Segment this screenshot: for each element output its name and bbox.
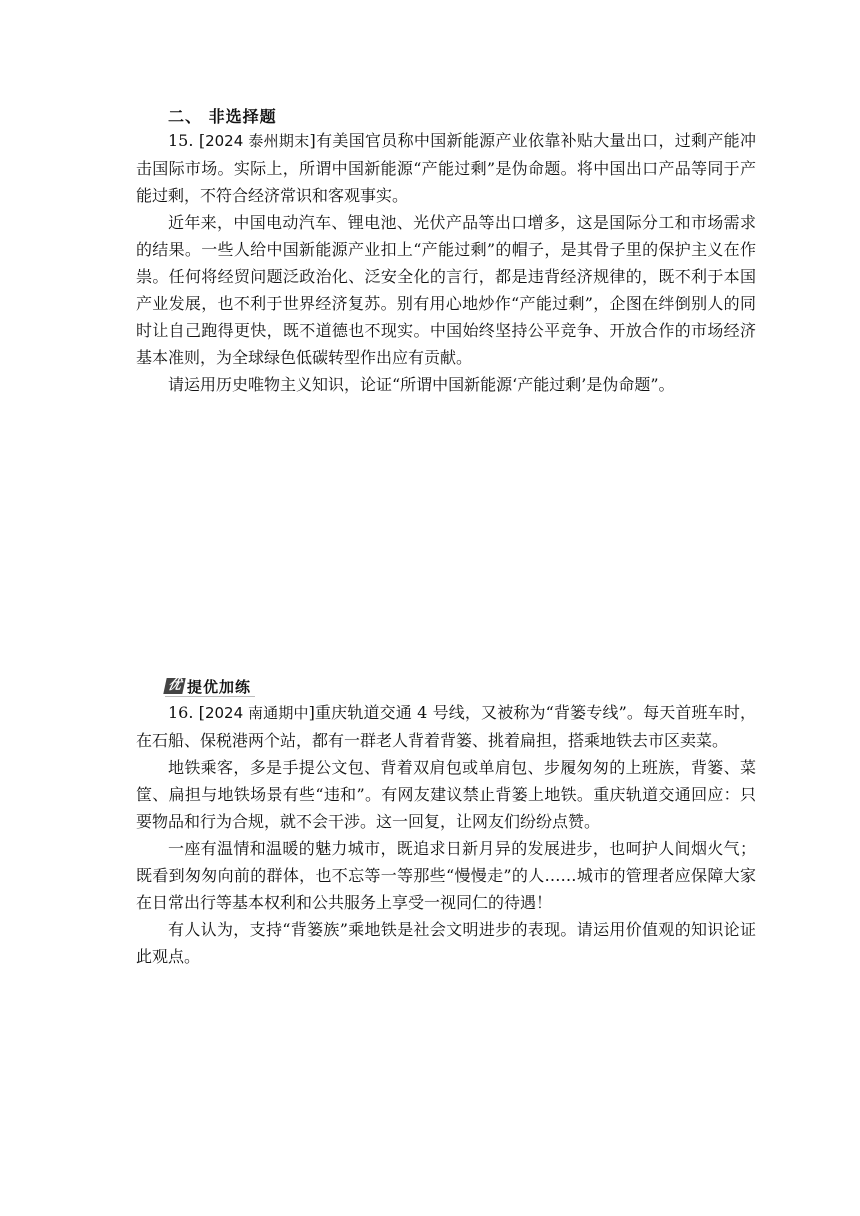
tigao-label: 提优加练 <box>187 677 252 696</box>
section-heading: 二、 非选择题 <box>168 107 277 126</box>
question-16 <box>136 699 756 970</box>
q15-intro-text: ]有美国官员称中国新能源产业依靠补贴大量出口，过剩产能冲击国际市场。实际上，所谓中国新能源“产能过剩”是伪命题。将中国出口产品等同于产能过剩，不符合经济常识和客观事实。 <box>136 131 756 205</box>
q15-intro <box>136 127 756 209</box>
you-logo-icon: 优 <box>163 678 185 694</box>
q15-material: 近年来，中国电动汽车、锂电池、光伏产品等出口增多，这是国际分工和市场需求的结果。一些人给中国新能源产业扣上“产能过剩”的帽子，是其骨子里的保护主义在作祟。任何将经贸问题泛政治化、泛安全化的言行，都是违背经济规律的，既不利于本国产业发展，也不利于世界经济复苏。别有用心地炒作“产能过剩”，企图在绊倒别人的同时让自己跑得更快，既不道德也不现实。中国始终坚持公平竞争、开放合作的市场经济基本准则，为全球绿色低碳转型作出应有贡献。 <box>136 213 756 367</box>
q15-question: 请运用历史唯物主义知识，论证“所谓中国新能源‘产能过剩’是伪命题”。 <box>168 375 675 394</box>
q16-intro-text: ]重庆轨道交通 4 号线，又被称为“背篓专线”。每天首班车时，在石船、保税港两个站，都有一群老人背着背篓、挑着扁担，搭乘地铁去市区卖菜。 <box>136 703 756 750</box>
q15-number: 15. [ <box>168 131 206 150</box>
q16-source: 2024 南通期中 <box>204 704 309 722</box>
q15-source: 2024 泰州期末 <box>205 132 310 150</box>
question-15 <box>136 127 756 398</box>
q16-material-2: 一座有温情和温暖的魅力城市，既追求日新月异的发展进步，也呵护人间烟火气；既看到匆匆向前的群体，也不忘等一等那些“慢慢走”的人……城市的管理者应保障大家在日常出行等基本权利和公共服务上享受一视同仁的待遇！ <box>136 839 756 912</box>
q16-question: 有人认为，支持“背篓族”乘地铁是社会文明进步的表现。请运用价值观的知识论证此观点。 <box>136 920 756 966</box>
tigao-banner <box>165 676 255 697</box>
q16-number: 16. [ <box>168 703 205 722</box>
q16-intro <box>136 699 756 754</box>
q16-material-1: 地铁乘客，多是手提公文包、背着双肩包或单肩包、步履匆匆的上班族，背篓、菜筐、扁担与地铁场景有些“违和”。有网友建议禁止背篓上地铁。重庆轨道交通回应：只要物品和行为合规，就不会干涉。这一回复，让网友们纷纷点赞。 <box>136 758 756 831</box>
